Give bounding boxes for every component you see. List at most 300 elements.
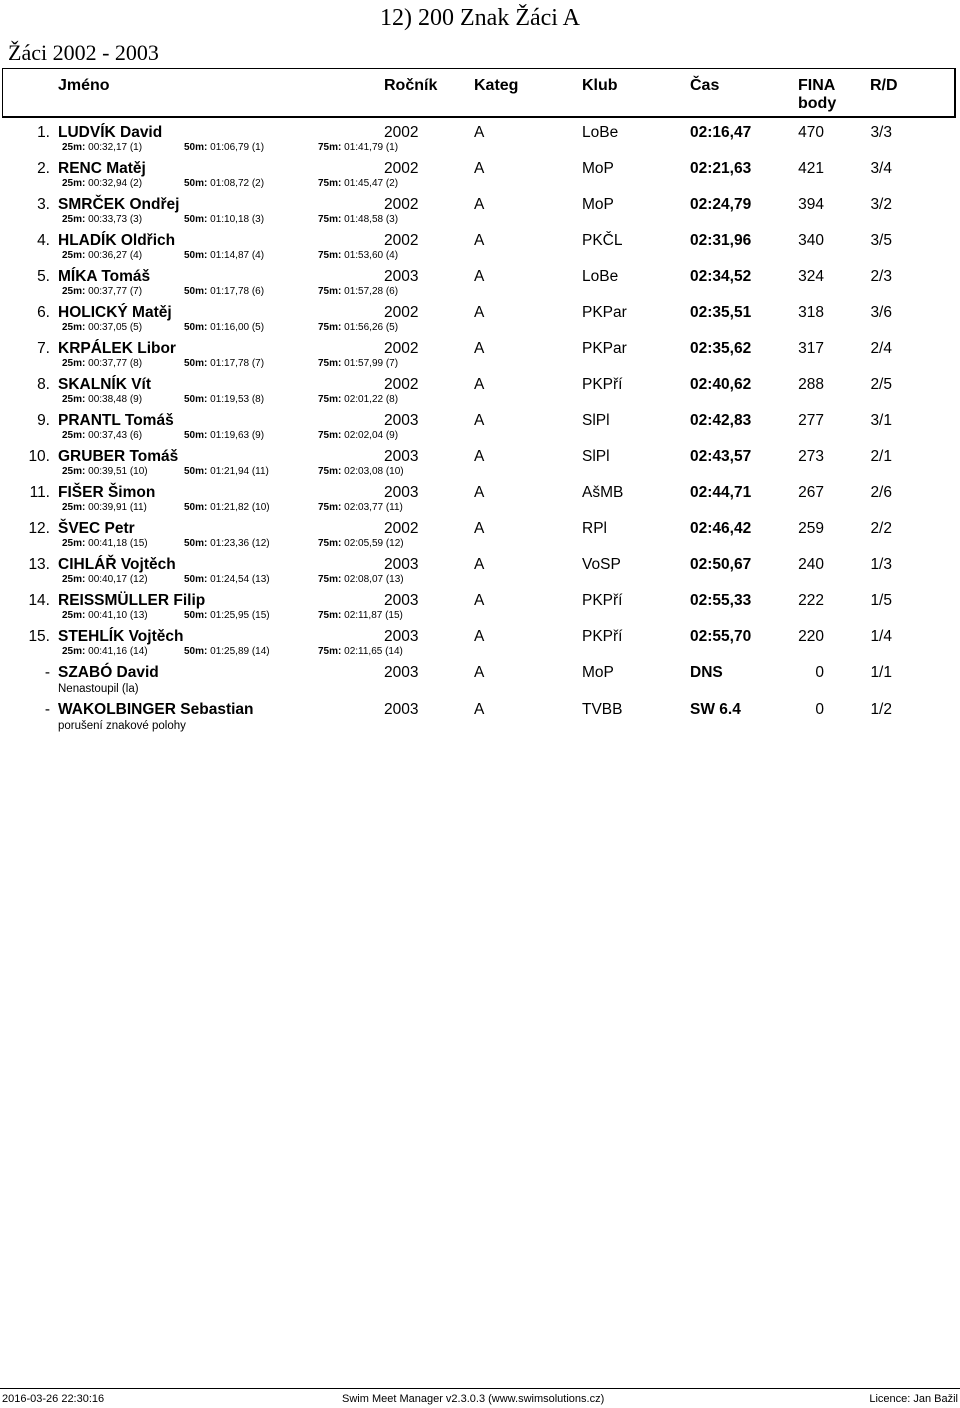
split-50m [184,430,264,442]
split-25m [62,286,142,298]
split-50m [184,322,264,334]
split-value: 01:06,79 (1) [210,142,265,153]
category: A [474,412,485,429]
split-label: 50m: [184,538,208,549]
split-value: 01:17,78 (7) [210,358,265,369]
split-label: 50m: [184,394,208,405]
final-time: 02:35,62 [690,340,752,357]
split-75m [318,466,404,478]
category: A [474,124,485,141]
birth-year: 2002 [384,340,419,357]
split-label: 50m: [184,610,208,621]
final-time: 02:42,83 [690,412,752,429]
split-value: 02:11,87 (15) [344,610,403,621]
split-value: 01:19,53 (8) [210,394,265,405]
result-row [0,555,960,591]
club: LoBe [582,268,619,285]
split-value: 01:48,58 (3) [344,214,399,225]
club: MoP [582,196,614,213]
split-value: 00:36,27 (4) [88,250,143,261]
split-label: 75m: [318,394,342,405]
split-25m [62,394,142,406]
header-year: Ročník [384,77,438,94]
final-time: 02:34,52 [690,268,752,285]
split-75m [318,286,398,298]
split-label: 25m: [62,574,86,585]
rank: 5. [37,268,50,285]
footer-timestamp: 2016-03-26 22:30:16 [2,1393,105,1405]
header-time: Čas [690,77,720,94]
heat-lane: 3/6 [870,304,892,321]
status-note: porušení znakové polohy [58,720,186,732]
swimmer-name: SZABÓ David [58,664,159,681]
split-value: 01:19,63 (9) [210,430,265,441]
club: VoSP [582,556,621,573]
split-value: 01:08,72 (2) [210,178,265,189]
rank: 9. [37,412,50,429]
footer-licence: Licence: Jan Bažil [869,1393,958,1405]
split-75m [318,214,398,226]
split-25m [62,178,142,190]
final-time: 02:24,79 [690,196,752,213]
swimmer-name: CIHLÁŘ Vojtěch [58,556,176,573]
footer-software: Swim Meet Manager v2.3.0.3 (www.swimsolutions.cz) [342,1393,605,1405]
birth-year: 2003 [384,412,419,429]
split-value: 00:37,05 (5) [88,322,143,333]
result-row [0,375,960,411]
category: A [474,664,485,681]
final-time: SW 6.4 [690,701,741,718]
split-value: 00:32,17 (1) [88,142,143,153]
heat-lane: 3/4 [870,160,892,177]
birth-year: 2002 [384,232,419,249]
birth-year: 2003 [384,556,419,573]
header-fina-points: body [798,95,837,112]
split-label: 25m: [62,538,86,549]
category: A [474,160,485,177]
split-label: 50m: [184,286,208,297]
rank: 12. [28,520,50,537]
birth-year: 2003 [384,664,419,681]
split-label: 75m: [318,538,342,549]
result-row [0,159,960,195]
result-row [0,519,960,555]
split-value: 02:08,07 (13) [344,574,404,585]
heat-lane: 2/2 [870,520,892,537]
swimmer-name: SKALNÍK Vít [58,376,151,393]
final-time: 02:31,96 [690,232,752,249]
split-label: 50m: [184,142,208,153]
club: MoP [582,160,614,177]
split-50m [184,610,270,622]
final-time: 02:55,33 [690,592,752,609]
split-label: 50m: [184,574,208,585]
heat-lane: 3/3 [870,124,892,141]
split-label: 25m: [62,430,86,441]
split-value: 01:56,26 (5) [344,322,399,333]
split-75m [318,502,403,514]
fina-points: 421 [798,160,824,177]
heat-lane: 1/3 [870,556,892,573]
club: MoP [582,664,614,681]
split-label: 50m: [184,646,208,657]
split-50m [184,142,264,154]
rank: 10. [28,448,50,465]
split-value: 00:41,18 (15) [88,538,148,549]
column-header-row [2,68,956,118]
heat-lane: 3/5 [870,232,892,249]
rank: 14. [28,592,50,609]
split-value: 02:05,59 (12) [344,538,404,549]
birth-year: 2003 [384,484,419,501]
split-label: 50m: [184,322,208,333]
split-value: 00:37,77 (7) [88,286,143,297]
split-label: 50m: [184,250,208,261]
swimmer-name: FIŠER Šimon [58,484,156,501]
split-25m [62,250,142,262]
split-label: 25m: [62,250,86,261]
split-label: 75m: [318,574,342,585]
split-value: 00:41,10 (13) [88,610,148,621]
birth-year: 2002 [384,196,419,213]
split-25m [62,322,142,334]
club: RPl [582,520,607,537]
final-time: 02:40,62 [690,376,752,393]
split-75m [318,538,404,550]
split-value: 01:25,95 (15) [210,610,270,621]
fina-points: 273 [798,448,824,465]
split-value: 02:03,77 (11) [344,502,403,513]
split-value: 02:11,65 (14) [344,646,403,657]
heat-lane: 2/1 [870,448,892,465]
split-75m [318,178,398,190]
club: PKPří [582,628,623,645]
result-row [0,483,960,519]
header-heat-lane: R/D [870,77,898,94]
split-75m [318,646,403,658]
split-25m [62,538,148,550]
final-time: 02:16,47 [690,124,752,141]
split-value: 00:39,91 (11) [88,502,147,513]
split-25m [62,466,148,478]
category: A [474,484,485,501]
result-row [0,231,960,267]
fina-points: 240 [798,556,824,573]
category: A [474,592,485,609]
swimmer-name: RENC Matěj [58,160,146,177]
split-value: 02:02,04 (9) [344,430,399,441]
split-label: 75m: [318,610,342,621]
birth-year: 2002 [384,304,419,321]
event-title: 12) 200 Znak Žáci A [380,5,580,31]
category: A [474,304,485,321]
split-value: 01:14,87 (4) [210,250,265,261]
fina-points: 318 [798,304,824,321]
heat-lane: 1/1 [870,664,892,681]
split-50m [184,502,270,514]
birth-year: 2003 [384,448,419,465]
split-label: 75m: [318,502,342,513]
unranked-row [0,663,960,699]
split-25m [62,610,148,622]
split-value: 01:53,60 (4) [344,250,399,261]
final-time: 02:44,71 [690,484,752,501]
swimmer-name: HLADÍK Oldřich [58,232,176,249]
split-label: 25m: [62,394,86,405]
birth-year: 2003 [384,701,419,718]
club: LoBe [582,124,619,141]
rank: 6. [37,304,50,321]
split-50m [184,250,264,262]
split-value: 01:41,79 (1) [344,142,399,153]
split-label: 75m: [318,214,342,225]
birth-year: 2002 [384,124,419,141]
fina-points: 259 [798,520,824,537]
split-25m [62,646,148,658]
result-row [0,591,960,627]
split-label: 75m: [318,430,342,441]
birth-year: 2002 [384,376,419,393]
header-category: Kateg [474,77,519,94]
split-75m [318,322,398,334]
birth-year: 2003 [384,592,419,609]
split-label: 50m: [184,214,208,225]
rank: 8. [37,376,50,393]
split-value: 00:39,51 (10) [88,466,148,477]
swimmer-name: KRPÁLEK Libor [58,340,176,357]
result-row [0,627,960,663]
fina-points: 277 [798,412,824,429]
rank: - [44,664,50,681]
split-value: 00:33,73 (3) [88,214,143,225]
category: A [474,556,485,573]
rank: - [44,701,50,718]
status-note: Nenastoupil (la) [58,683,139,695]
category: A [474,701,485,718]
category: A [474,628,485,645]
club: PKČL [582,232,623,249]
split-50m [184,214,264,226]
split-label: 75m: [318,286,342,297]
split-50m [184,286,264,298]
club: SlPl [582,412,610,429]
split-label: 25m: [62,502,86,513]
split-value: 01:57,99 (7) [344,358,399,369]
split-value: 02:03,08 (10) [344,466,404,477]
swimmer-name: SMRČEK Ondřej [58,196,180,213]
club: PKPří [582,376,623,393]
split-25m [62,430,142,442]
split-50m [184,358,264,370]
category: A [474,520,485,537]
split-75m [318,430,398,442]
swimmer-name: GRUBER Tomáš [58,448,179,465]
rank: 3. [37,196,50,213]
split-25m [62,142,142,154]
split-label: 75m: [318,250,342,261]
swimmer-name: WAKOLBINGER Sebastian [58,701,254,718]
split-value: 01:25,89 (14) [210,646,270,657]
split-50m [184,646,270,658]
split-label: 75m: [318,646,342,657]
split-75m [318,574,404,586]
final-time: 02:43,57 [690,448,752,465]
split-value: 02:01,22 (8) [344,394,399,405]
split-label: 50m: [184,358,208,369]
heat-lane: 2/3 [870,268,892,285]
result-row [0,303,960,339]
club: PKPří [582,592,623,609]
fina-points: 220 [798,628,824,645]
club: PKPar [582,340,627,357]
footer-divider [0,1388,960,1389]
fina-points: 470 [798,124,824,141]
split-75m [318,358,398,370]
final-time: DNS [690,664,723,681]
category: A [474,448,485,465]
split-label: 50m: [184,178,208,189]
split-label: 75m: [318,466,342,477]
split-label: 50m: [184,502,208,513]
heat-lane: 2/4 [870,340,892,357]
split-value: 00:37,77 (8) [88,358,143,369]
swimmer-name: LUDVÍK David [58,124,163,141]
club: AšMB [582,484,624,501]
split-value: 01:17,78 (6) [210,286,265,297]
category-title: Žáci 2002 - 2003 [8,40,159,65]
split-value: 00:38,48 (9) [88,394,143,405]
swimmer-name: ŠVEC Petr [58,520,135,537]
final-time: 02:46,42 [690,520,752,537]
fina-points: 324 [798,268,824,285]
header-fina: FINA [798,77,836,94]
rank: 1. [37,124,50,141]
fina-points: 317 [798,340,824,357]
heat-lane: 1/2 [870,701,892,718]
split-label: 25m: [62,178,86,189]
split-label: 50m: [184,430,208,441]
split-50m [184,394,264,406]
split-25m [62,502,147,514]
split-25m [62,214,142,226]
split-value: 00:32,94 (2) [88,178,143,189]
result-row [0,123,960,159]
birth-year: 2003 [384,628,419,645]
rank: 2. [37,160,50,177]
birth-year: 2002 [384,160,419,177]
fina-points: 394 [798,196,824,213]
split-label: 25m: [62,646,86,657]
swimmer-name: HOLICKÝ Matěj [58,304,172,321]
fina-points: 0 [815,701,824,718]
rank: 15. [28,628,50,645]
split-label: 25m: [62,142,86,153]
split-value: 00:40,17 (12) [88,574,148,585]
split-value: 01:21,94 (11) [210,466,269,477]
split-value: 00:41,16 (14) [88,646,148,657]
swimmer-name: STEHLÍK Vojtěch [58,628,184,645]
birth-year: 2002 [384,520,419,537]
final-time: 02:55,70 [690,628,752,645]
split-label: 75m: [318,322,342,333]
fina-points: 222 [798,592,824,609]
split-value: 01:10,18 (3) [210,214,265,225]
split-value: 00:37,43 (6) [88,430,143,441]
fina-points: 267 [798,484,824,501]
swimmer-name: PRANTL Tomáš [58,412,174,429]
split-label: 75m: [318,358,342,369]
final-time: 02:21,63 [690,160,752,177]
split-value: 01:24,54 (13) [210,574,270,585]
split-75m [318,142,398,154]
split-50m [184,178,264,190]
split-75m [318,250,398,262]
category: A [474,376,485,393]
split-label: 25m: [62,466,86,477]
split-25m [62,574,148,586]
heat-lane: 1/5 [870,592,892,609]
split-value: 01:16,00 (5) [210,322,265,333]
split-75m [318,610,403,622]
heat-lane: 2/6 [870,484,892,501]
fina-points: 340 [798,232,824,249]
final-time: 02:50,67 [690,556,752,573]
fina-points: 0 [815,664,824,681]
swimmer-name: REISSMÜLLER Filip [58,592,206,609]
result-row [0,267,960,303]
club: TVBB [582,701,623,718]
result-row [0,195,960,231]
category: A [474,340,485,357]
split-label: 25m: [62,358,86,369]
heat-lane: 1/4 [870,628,892,645]
result-row [0,339,960,375]
result-row [0,447,960,483]
category: A [474,268,485,285]
unranked-row [0,700,960,736]
category: A [474,232,485,249]
split-50m [184,466,269,478]
heat-lane: 3/2 [870,196,892,213]
rank: 7. [37,340,50,357]
split-50m [184,574,270,586]
result-row [0,411,960,447]
category: A [474,196,485,213]
heat-lane: 2/5 [870,376,892,393]
fina-points: 288 [798,376,824,393]
header-name: Jméno [58,77,110,94]
split-value: 01:21,82 (10) [210,502,270,513]
split-label: 75m: [318,142,342,153]
heat-lane: 3/1 [870,412,892,429]
header-club: Klub [582,77,618,94]
split-value: 01:57,28 (6) [344,286,399,297]
rank: 11. [29,484,50,501]
split-label: 25m: [62,322,86,333]
rank: 4. [37,232,50,249]
split-value: 01:23,36 (12) [210,538,270,549]
split-75m [318,394,398,406]
final-time: 02:35,51 [690,304,752,321]
club: SlPl [582,448,610,465]
split-label: 25m: [62,214,86,225]
birth-year: 2003 [384,268,419,285]
split-label: 25m: [62,610,86,621]
split-50m [184,538,270,550]
split-label: 75m: [318,178,342,189]
swimmer-name: MÍKA Tomáš [58,268,151,285]
split-value: 01:45,47 (2) [344,178,399,189]
